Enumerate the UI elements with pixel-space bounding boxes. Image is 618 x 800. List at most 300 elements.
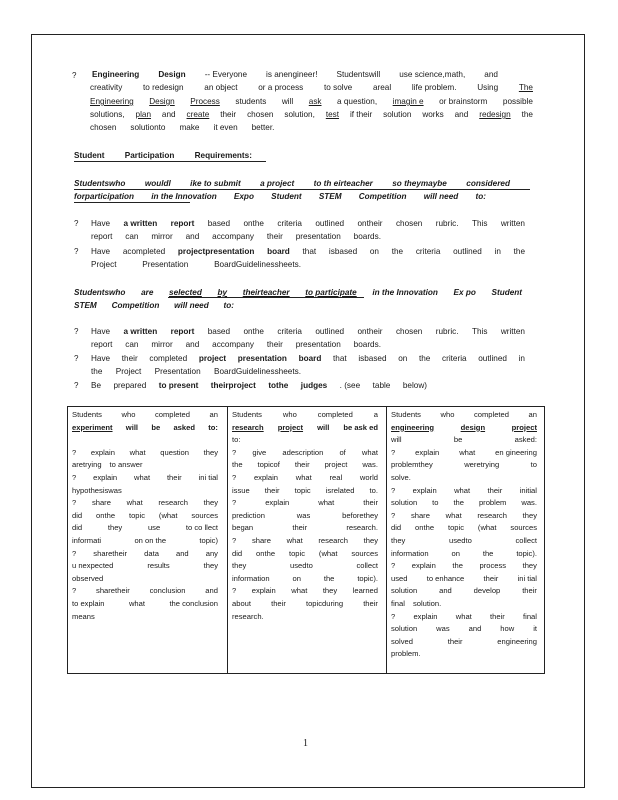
word: Competition xyxy=(358,192,407,201)
word: give xyxy=(252,447,267,457)
word: (what xyxy=(477,523,497,533)
word: Be xyxy=(91,381,102,390)
word: solution xyxy=(391,498,418,508)
word: topic xyxy=(447,523,465,533)
word: they xyxy=(322,586,338,596)
word: explain xyxy=(265,498,290,508)
table-cell-line xyxy=(72,560,218,572)
word: their xyxy=(363,498,378,508)
word: learned xyxy=(352,586,378,596)
word: possible xyxy=(502,97,533,106)
word: to participate xyxy=(305,288,357,297)
table-cell-line xyxy=(391,510,537,522)
word: the xyxy=(91,367,103,376)
word: outlined xyxy=(315,327,345,336)
word: The xyxy=(518,83,533,92)
table-column-engineering xyxy=(387,407,545,673)
word: research. xyxy=(232,611,264,621)
table-cell-line xyxy=(391,485,537,497)
word: or brainstorm xyxy=(439,97,488,106)
word: solution xyxy=(391,586,418,596)
table-cell-line xyxy=(391,636,537,648)
table-cell-line xyxy=(391,611,537,623)
word: outlined xyxy=(453,247,482,256)
word: to: xyxy=(232,435,241,445)
word: Using xyxy=(477,83,499,92)
word: they xyxy=(522,561,537,571)
word: collect xyxy=(515,536,537,545)
word: explain xyxy=(253,473,279,482)
expo-bullet-line xyxy=(91,230,381,243)
expo-bullet-line xyxy=(91,258,301,271)
word: topic xyxy=(294,485,311,495)
intro-bullet: ? xyxy=(72,71,77,80)
word: Student xyxy=(271,192,302,201)
word: theirproject xyxy=(210,381,256,390)
word: they xyxy=(203,447,218,457)
word: a project xyxy=(260,179,295,188)
table-cell-line xyxy=(232,573,378,585)
table-cell-line xyxy=(391,598,537,610)
expo-bullet-line xyxy=(91,245,525,258)
word: and xyxy=(175,548,189,558)
word: and xyxy=(185,232,200,241)
expo-heading-underline-2 xyxy=(74,202,190,203)
word: share xyxy=(251,536,271,545)
selected-bullet-line xyxy=(91,379,427,392)
table-cell-line xyxy=(391,623,537,635)
word: a written xyxy=(123,219,158,228)
word: Project xyxy=(91,260,117,269)
word: Engineering xyxy=(92,70,140,79)
word: share xyxy=(91,498,111,508)
word: results xyxy=(147,561,170,571)
table-cell-line xyxy=(232,510,378,522)
word: asked xyxy=(173,422,195,432)
word: on xyxy=(451,548,460,558)
word: can xyxy=(125,232,139,241)
word: explain xyxy=(415,447,440,457)
word: that xyxy=(332,354,347,363)
word: students xyxy=(235,97,267,106)
intro-line xyxy=(92,68,498,81)
word: report xyxy=(170,219,195,228)
word: solution xyxy=(391,624,418,634)
page-number: 1 xyxy=(303,738,308,749)
word: completed xyxy=(154,410,190,419)
word: tothe xyxy=(268,381,289,390)
word: ? xyxy=(391,485,396,495)
word: based xyxy=(207,327,231,336)
word: sources xyxy=(191,510,218,520)
table-cell-line xyxy=(232,535,378,547)
word: and xyxy=(439,586,452,596)
word: explain xyxy=(412,485,437,495)
word: adescription xyxy=(282,447,324,457)
word: the xyxy=(521,110,533,119)
word: on xyxy=(398,354,408,363)
table-cell-line xyxy=(72,573,218,585)
table-cell-line xyxy=(232,459,378,471)
word: question xyxy=(160,447,189,457)
word: Studentswill xyxy=(336,70,381,79)
table-cell-line xyxy=(391,585,537,597)
word: Design xyxy=(149,97,175,106)
word: Students xyxy=(72,410,102,419)
word: will xyxy=(281,97,294,106)
word: explain xyxy=(411,561,436,571)
word: they xyxy=(203,498,218,508)
table-cell-line xyxy=(391,522,537,534)
word: STEM xyxy=(74,301,97,310)
table-cell-line xyxy=(391,535,537,547)
word: develop xyxy=(473,586,501,596)
word: This xyxy=(471,219,488,228)
word: mirror xyxy=(151,340,173,349)
word: who xyxy=(440,410,455,419)
word: ? xyxy=(391,561,396,571)
word: to redesign xyxy=(143,83,184,92)
word: written xyxy=(500,327,525,336)
word: make xyxy=(179,123,200,132)
word: criteria xyxy=(277,219,302,228)
word: ontheir xyxy=(357,327,383,336)
word: ike to submit xyxy=(190,179,241,188)
table-cell-line xyxy=(391,447,537,459)
word: observed xyxy=(72,573,104,583)
word: Have xyxy=(91,354,111,363)
word: will xyxy=(391,435,402,445)
word: to: xyxy=(223,301,234,310)
table-cell-line xyxy=(72,485,218,497)
word: or a process xyxy=(258,83,304,92)
word: and xyxy=(484,70,498,79)
word: on xyxy=(292,573,301,583)
word: was xyxy=(296,510,311,520)
word: board xyxy=(298,354,322,363)
selected-bullet-line xyxy=(91,365,301,378)
word: research xyxy=(477,510,507,520)
word: to xyxy=(432,498,439,508)
word: life problem. xyxy=(411,83,457,92)
word: accompany xyxy=(212,232,255,241)
table-cell-line xyxy=(391,434,537,446)
word: problem xyxy=(478,498,507,508)
word: their xyxy=(363,599,378,608)
word: the xyxy=(453,498,464,508)
word: judges xyxy=(300,381,328,390)
word: plan xyxy=(135,110,151,119)
word: onthe xyxy=(256,548,276,558)
table-cell-line xyxy=(232,497,378,509)
word: solutions, xyxy=(90,110,125,119)
word: real xyxy=(329,473,343,482)
word: imagin e xyxy=(392,97,424,106)
word: weretrying xyxy=(464,460,500,470)
word: onthe xyxy=(415,523,435,533)
word: sharetheir xyxy=(93,548,128,558)
word: prediction xyxy=(232,510,265,520)
word: their xyxy=(292,523,308,533)
word: forparticipation xyxy=(74,192,135,201)
word: final xyxy=(523,611,537,621)
intro-line xyxy=(90,108,533,121)
word: to. xyxy=(369,485,378,495)
word: explain xyxy=(413,611,438,621)
word: on on the xyxy=(134,536,167,545)
word: what xyxy=(295,473,312,482)
word: completed xyxy=(473,410,509,419)
word: project xyxy=(277,422,304,432)
word: rubric. xyxy=(435,219,459,228)
word: a question, xyxy=(337,97,378,106)
word: presentation xyxy=(237,354,287,363)
table-cell-line xyxy=(72,422,218,434)
word: Have xyxy=(91,219,111,228)
word: be ask ed xyxy=(343,422,378,432)
word: table xyxy=(372,381,391,390)
word: their xyxy=(166,473,182,482)
table-cell-line xyxy=(72,598,218,610)
word: isbased xyxy=(358,354,387,363)
word: ? xyxy=(232,536,237,545)
expo-bullet-line xyxy=(91,217,525,230)
word: solve. xyxy=(391,473,411,482)
word: criteria xyxy=(415,247,441,256)
word: it xyxy=(533,624,537,634)
word: their xyxy=(266,232,283,241)
word: their xyxy=(220,110,237,119)
table-cell-line xyxy=(391,409,537,421)
table-cell-line xyxy=(72,472,218,484)
table-cell-line xyxy=(232,585,378,597)
word: any xyxy=(205,548,218,558)
table-cell-line xyxy=(232,522,378,534)
word: (what xyxy=(158,510,178,520)
word: data xyxy=(144,548,159,558)
word: the xyxy=(513,247,525,256)
word: asked: xyxy=(514,435,537,445)
word: report xyxy=(91,340,113,349)
word: Studentswho xyxy=(74,179,126,188)
word: of xyxy=(339,447,346,457)
table-cell-line xyxy=(232,422,378,434)
word: about xyxy=(232,599,252,608)
table-cell-line xyxy=(232,611,378,623)
word: criteria xyxy=(277,327,302,336)
word: can xyxy=(125,340,139,349)
word: what xyxy=(445,510,462,520)
word: Engineering xyxy=(90,97,134,106)
table-cell-line xyxy=(72,548,218,560)
word: was. xyxy=(521,498,537,508)
word: presentation xyxy=(295,340,341,349)
word: world xyxy=(359,473,378,482)
word: Presentation xyxy=(154,367,201,376)
word: ? xyxy=(72,548,77,558)
expo-bullet-glyph: ? xyxy=(74,219,79,228)
word: what xyxy=(318,498,335,508)
table-column-experiment xyxy=(68,407,227,673)
word: their xyxy=(522,586,537,596)
table-cell-line xyxy=(72,611,218,623)
word: did xyxy=(72,523,83,533)
judging-table xyxy=(67,406,545,674)
word: chosen xyxy=(395,219,423,228)
table-cell-line xyxy=(391,459,537,471)
word: the xyxy=(391,247,404,256)
word: the xyxy=(323,573,335,583)
word: to xyxy=(530,460,537,470)
word: issue xyxy=(232,485,250,495)
word: was xyxy=(436,624,450,634)
word: ? xyxy=(72,498,77,508)
word: did xyxy=(391,523,402,533)
word: design xyxy=(460,422,486,432)
word: Student xyxy=(491,288,522,297)
word: BoardGuidelinessheets. xyxy=(214,367,301,376)
table-cell-line xyxy=(391,573,537,585)
word: creativity xyxy=(90,83,123,92)
word: what xyxy=(361,447,378,457)
word: they xyxy=(391,536,406,545)
word: topic) xyxy=(199,536,218,545)
word: their xyxy=(121,354,138,363)
word: ? xyxy=(232,498,237,508)
word: board xyxy=(267,247,290,256)
table-cell-line xyxy=(72,585,218,597)
word: This xyxy=(471,327,488,336)
word: Expo xyxy=(233,192,254,201)
word: engineering xyxy=(391,422,435,432)
table-cell-line xyxy=(72,409,218,421)
word: did xyxy=(232,548,243,558)
word: what xyxy=(455,611,472,621)
intro-line xyxy=(90,95,533,108)
table-column-research xyxy=(228,407,386,673)
word: the xyxy=(452,561,463,571)
word: solution. xyxy=(412,599,442,608)
word: ? xyxy=(391,611,396,621)
word: Presentation xyxy=(142,260,189,269)
word: based xyxy=(207,219,231,228)
word: so theymaybe xyxy=(392,179,447,188)
word: they xyxy=(203,561,218,571)
word: use xyxy=(147,523,161,533)
intro-line xyxy=(90,121,275,134)
word: criteria xyxy=(442,354,467,363)
word: their xyxy=(266,340,283,349)
word: projectpresentation xyxy=(177,247,255,256)
word: ? xyxy=(391,447,396,457)
table-cell-line xyxy=(72,535,218,547)
word: collect xyxy=(356,561,378,571)
word: they xyxy=(232,561,247,571)
table-cell-line xyxy=(232,447,378,459)
word: theirteacher xyxy=(242,288,290,297)
word: Students xyxy=(232,410,262,419)
word: ini tial xyxy=(517,573,537,583)
word: how xyxy=(500,624,515,634)
word: to: xyxy=(208,422,218,432)
table-cell-line xyxy=(232,472,378,484)
word: redesign xyxy=(479,110,511,119)
table-cell-line xyxy=(391,548,537,560)
word: usedto xyxy=(449,536,472,545)
word: share xyxy=(410,510,430,520)
word: are xyxy=(141,288,154,297)
table-cell-line xyxy=(232,409,378,421)
word: informati xyxy=(72,536,102,545)
word: wouldl xyxy=(144,179,171,188)
word: did xyxy=(72,510,83,520)
word: Project xyxy=(115,367,142,376)
word: their xyxy=(271,599,286,608)
word: information xyxy=(232,573,270,583)
word: their xyxy=(447,636,463,646)
word: will need xyxy=(174,301,209,310)
word: to co llect xyxy=(185,523,218,533)
word: test xyxy=(325,110,340,119)
word: to present xyxy=(158,381,199,390)
word: solution, xyxy=(284,110,315,119)
word: onthe xyxy=(96,510,116,520)
word: what xyxy=(126,498,143,508)
word: to explain xyxy=(72,599,105,608)
word: acompleted xyxy=(122,247,166,256)
word: and xyxy=(161,110,176,119)
word: hypothesiswas xyxy=(72,485,122,495)
word: to solve xyxy=(324,83,353,92)
word: ini tial xyxy=(198,473,218,482)
word: ontheir xyxy=(357,219,383,228)
word: works xyxy=(422,110,444,119)
word: usedto xyxy=(290,561,313,571)
word: Competition xyxy=(111,301,160,310)
word: chosen xyxy=(247,110,274,119)
word: the conclusion xyxy=(169,599,218,608)
expo-bullet-glyph: ? xyxy=(74,247,79,256)
word: what xyxy=(134,473,151,482)
selected-bullet-glyph: ? xyxy=(74,354,79,363)
word: ask xyxy=(308,97,322,106)
word: ? xyxy=(232,586,237,596)
word: Studentswho xyxy=(74,288,126,297)
selected-heading-underline xyxy=(168,297,364,298)
word: topicduring xyxy=(305,599,344,608)
word: topic). xyxy=(357,573,378,583)
word: selected xyxy=(169,288,202,297)
word: completed xyxy=(149,354,188,363)
word: Design xyxy=(158,70,186,79)
word: research xyxy=(232,422,264,432)
word: who xyxy=(121,410,136,419)
word: to th eirteacher xyxy=(313,179,373,188)
word: process xyxy=(479,561,507,571)
word: problemthey xyxy=(391,460,433,470)
word: their xyxy=(490,611,505,621)
word: an xyxy=(209,410,218,419)
word: chosen xyxy=(395,327,423,336)
table-cell-line xyxy=(72,522,218,534)
word: conclusion xyxy=(149,586,186,596)
word: it even xyxy=(213,123,238,132)
word: the xyxy=(232,460,243,470)
selected-bullet-line xyxy=(91,352,525,365)
word: in the Innovation xyxy=(151,192,217,201)
word: Process xyxy=(190,97,220,106)
word: who xyxy=(282,410,297,419)
